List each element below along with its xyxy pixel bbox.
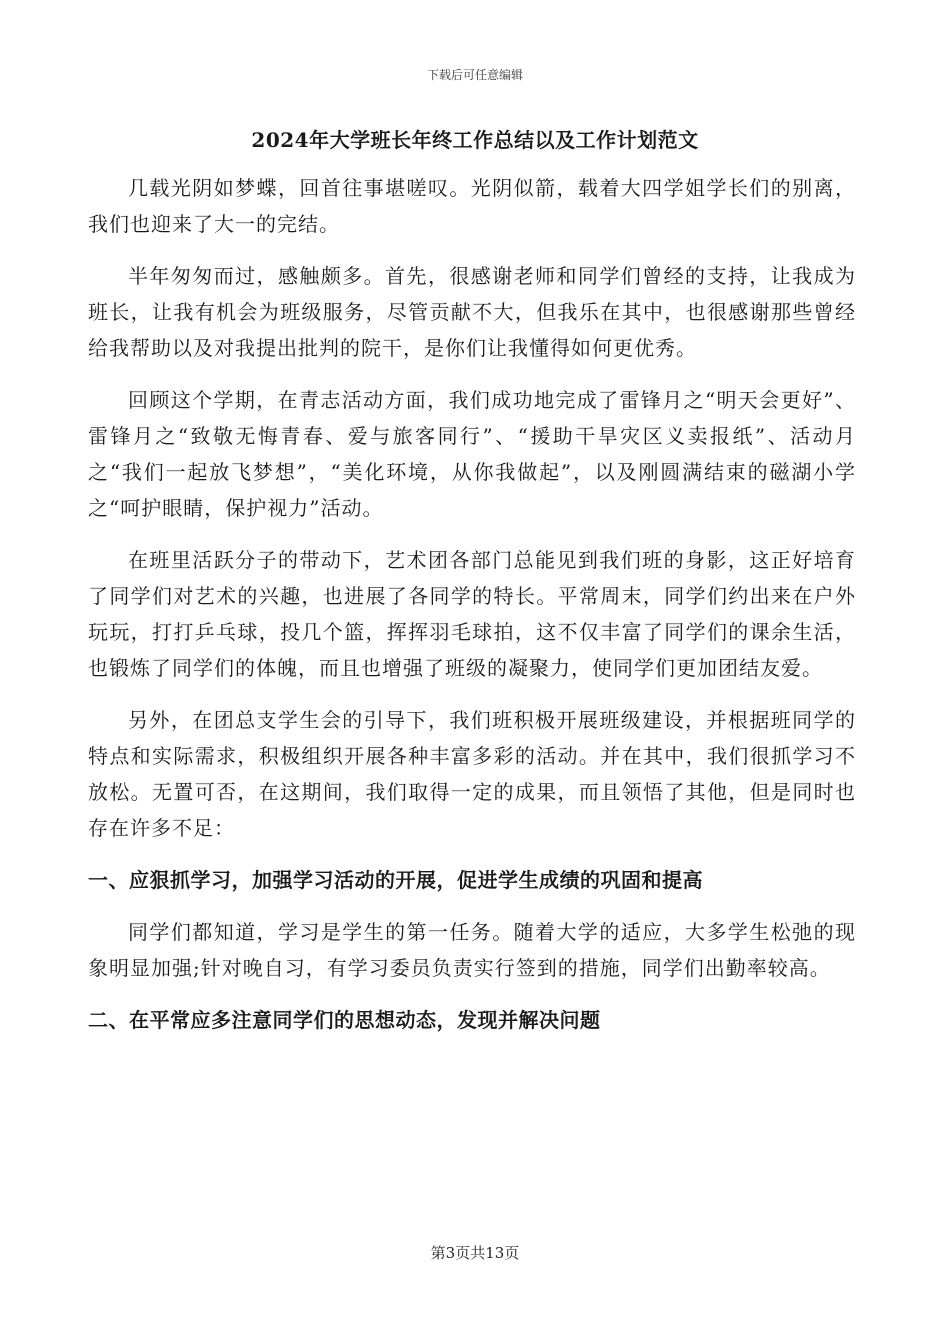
paragraph-volunteer-activities: 回顾这个学期，在青志活动方面，我们成功地完成了雷锋月之“明天会更好”、雷锋月之“致敬无悔青春、爱与旅客同行”、“援助干旱灾区义卖报纸”、活动月之“我们一起放飞梦想”，“美化环境，从你我做起”，以及刚圆满结束的磁湖小学之“呵护眼睛，保护视力”活动。 <box>88 388 856 520</box>
header-note: 下载后可任意编辑 <box>426 68 523 82</box>
paragraph-arts-and-sports: 在班里活跃分子的带动下，艺术团各部门总能见到我们班的身影，这正好培育了同学们对艺术的兴趣，也进展了各同学的特长。平常周末，同学们约出来在户外玩玩，打打乒乓球，投几个篮，挥挥羽毛球拍，这不仅丰富了同学们的课余生活，也锻炼了同学们的体魄，而且也增强了班级的凝聚力，使同学们更加团结友爱。 <box>88 548 856 680</box>
document-title: 2024年大学班长年终工作总结以及工作计划范文 <box>251 128 699 152</box>
paragraph-thanks: 半年匆匆而过，感触颇多。首先，很感谢老师和同学们曾经的支持，让我成为班长，让我有机会为班级服务，尽管贡献不大，但我乐在其中，也很感谢那些曾经给我帮助以及对我提出批判的院干，是你们让我懂得如何更优秀。 <box>88 264 856 360</box>
paragraph-study: 同学们都知道，学习是学生的第一任务。随着大学的适应，大多学生松弛的现象明显加强;针对晚自习，有学习委员负责实行签到的措施，同学们出勤率较高。 <box>88 920 856 980</box>
section-heading-2: 二、在平常应多注意同学们的思想动态，发现并解决问题 <box>88 1008 601 1032</box>
paragraph-intro: 几载光阴如梦蝶，回首往事堪嗟叹。光阴似箭，载着大四学姐学长们的别离，我们也迎来了大一的完结。 <box>88 176 856 236</box>
document-body <box>88 170 856 1054</box>
section-heading-1: 一、应狠抓学习，加强学习活动的开展，促进学生成绩的巩固和提高 <box>88 868 703 892</box>
page-number: 第3页共13页 <box>430 1244 520 1262</box>
paragraph-class-building: 另外，在团总支学生会的引导下，我们班积极开展班级建设，并根据班同学的特点和实际需求，积极组织开展各种丰富多彩的活动。并在其中，我们很抓学习不放松。无置可否，在这期间，我们取得一定的成果，而且领悟了其他，但是同时也存在许多不足： <box>88 708 856 840</box>
